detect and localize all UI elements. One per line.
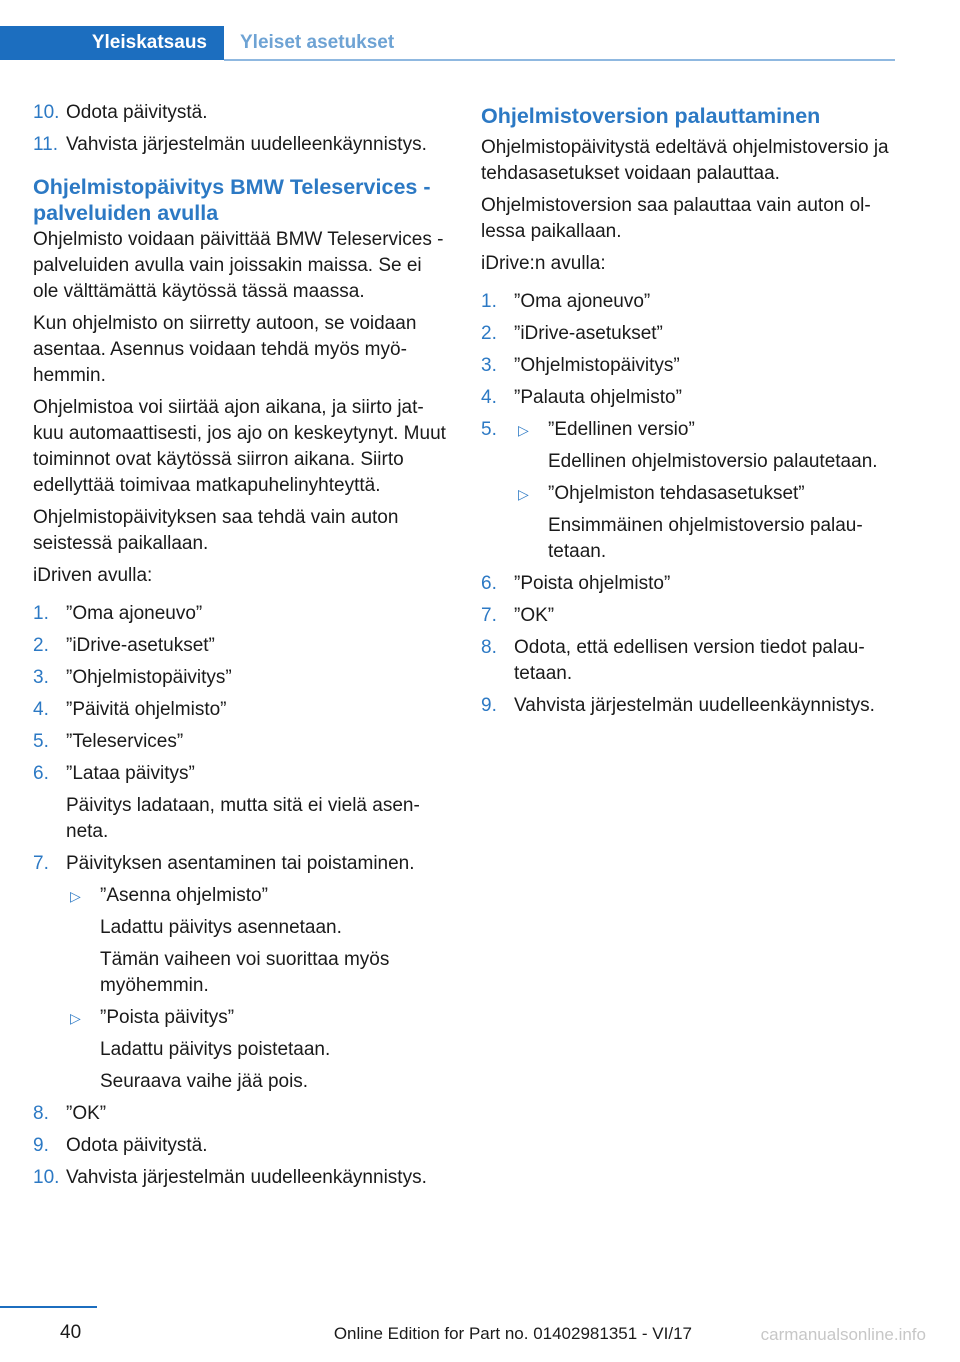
step-text: Odota, että edellisen version tiedot palautetaan. xyxy=(514,637,865,684)
step-number: 5. xyxy=(33,731,49,752)
step-number: 7. xyxy=(481,605,497,626)
step-number: 3. xyxy=(481,355,497,376)
step-text: ”Teleservices” xyxy=(66,731,184,752)
edition-info: Online Edition for Part no. 01402981351 - VI/17 xyxy=(333,1324,692,1343)
step-number: 1. xyxy=(481,291,497,312)
paragraph: Ohjelmistopäivityksen saa tehdä vain auton seistessä paikallaan. xyxy=(33,507,399,554)
step-text: ”OK” xyxy=(66,1103,107,1124)
step-number: 9. xyxy=(481,695,497,716)
paragraph: iDrive:n avulla: xyxy=(481,253,606,274)
sub-item-note: Edellinen ohjelmistoversio palautetaan. xyxy=(548,451,878,472)
step-text: ”Poista ohjelmisto” xyxy=(514,573,671,594)
step-text: ”iDrive-asetukset” xyxy=(66,635,215,656)
list-item xyxy=(481,289,901,315)
right-column xyxy=(481,103,901,725)
list-item xyxy=(33,665,448,691)
step-text: ”Oma ajoneuvo” xyxy=(514,291,651,312)
sub-item-note: Ladattu päivitys poistetaan. xyxy=(100,1039,331,1060)
list-item xyxy=(481,353,901,379)
list-item xyxy=(33,601,448,627)
step-number: 4. xyxy=(481,387,497,408)
list-item xyxy=(33,729,448,755)
restore-steps xyxy=(481,289,901,719)
step-text: Päivityksen asentaminen tai poistaminen. xyxy=(66,853,415,874)
step-text: Odota päivitystä. xyxy=(66,1135,208,1156)
list-item xyxy=(33,697,448,723)
list-item xyxy=(33,1165,448,1191)
list-item xyxy=(481,417,901,565)
footer-rule xyxy=(0,1306,97,1308)
step-number: 5. xyxy=(481,419,497,440)
sub-item xyxy=(514,481,901,565)
step-text: Vahvista järjestelmän uudelleenkäynnistys. xyxy=(514,695,875,716)
step-text: Odota päivitystä. xyxy=(66,102,208,123)
step-note: Päivitys ladataan, mutta sitä ei vielä asenneta. xyxy=(66,795,420,842)
sub-item-text: ”Asenna ohjelmisto” xyxy=(100,885,268,906)
header-rule xyxy=(224,59,895,61)
step-number: 3. xyxy=(33,667,49,688)
step-text: ”Oma ajoneuvo” xyxy=(66,603,203,624)
triangle-bullet-icon: ▷ xyxy=(70,888,81,904)
paragraph: Ohjelmistoversion saa palauttaa vain auton ollessa paikallaan. xyxy=(481,195,871,242)
step-number: 2. xyxy=(33,635,49,656)
list-item xyxy=(33,132,448,158)
sub-item-note: Ladattu päivitys asennetaan. xyxy=(100,917,342,938)
paragraph: Ohjelmisto voidaan päivittää BMW Teleservices -palveluiden avulla vain joissakin maissa. Se ei ole välttämättä käytössä tässä maassa. xyxy=(33,229,444,302)
sub-item xyxy=(66,883,448,999)
step-number: 10. xyxy=(33,1167,60,1188)
step-text: ”OK” xyxy=(514,605,555,626)
continued-steps xyxy=(33,100,448,158)
watermark-logo: carmanualsonline.info xyxy=(760,1325,926,1344)
section-heading-restore: Ohjelmistoversion palauttaminen xyxy=(481,104,821,128)
section-heading-teleservices: Ohjelmistopäivitys BMW Teleservices -palveluiden avulla xyxy=(33,175,431,225)
sub-item-note: Seuraava vaihe jää pois. xyxy=(100,1071,309,1092)
step-number: 9. xyxy=(33,1135,49,1156)
step-text: Vahvista järjestelmän uudelleenkäynnistys. xyxy=(66,134,427,155)
paragraph: iDriven avulla: xyxy=(33,565,153,586)
list-item xyxy=(33,761,448,845)
step-number: 11. xyxy=(33,134,59,155)
step-number: 6. xyxy=(481,573,497,594)
list-item xyxy=(481,603,901,629)
teleservices-steps xyxy=(33,601,448,1191)
tab-general-settings[interactable]: Yleiset asetukset xyxy=(240,32,395,53)
sub-item-text: ”Edellinen versio” xyxy=(548,419,695,440)
tab-overview[interactable]: Yleiskatsaus xyxy=(0,26,224,60)
step-number: 8. xyxy=(481,637,497,658)
list-item xyxy=(33,633,448,659)
triangle-bullet-icon: ▷ xyxy=(518,486,529,502)
step-text: Vahvista järjestelmän uudelleenkäynnistys. xyxy=(66,1167,427,1188)
paragraph: Kun ohjelmisto on siirretty autoon, se voidaan asentaa. Asennus voidaan tehdä myös myöhemmin. xyxy=(33,313,417,386)
triangle-bullet-icon: ▷ xyxy=(70,1010,81,1026)
step-number: 6. xyxy=(33,763,49,784)
list-item xyxy=(33,100,448,126)
list-item xyxy=(481,571,901,597)
sub-options xyxy=(66,883,448,1095)
paragraph: Ohjelmistoa voi siirtää ajon aikana, ja siirto jatkuu automaattisesti, jos ajo on keskeytynyt. Muut toiminnot ovat käytössä siirron aikana. Siirto edellyttää toimivaa matkapuhelinyhteyttä. xyxy=(33,397,446,496)
sub-item-text: ”Ohjelmiston tehdasasetukset” xyxy=(548,483,805,504)
list-item xyxy=(33,851,448,1095)
list-item xyxy=(33,1101,448,1127)
list-item xyxy=(481,635,901,687)
left-column xyxy=(33,100,448,1197)
step-number: 10. xyxy=(33,102,60,123)
list-item xyxy=(481,693,901,719)
step-number: 4. xyxy=(33,699,49,720)
step-text: ”Ohjelmistopäivitys” xyxy=(514,355,680,376)
sub-item-note: Tämän vaiheen voi suorittaa myös myöhemmin. xyxy=(100,949,390,996)
list-item xyxy=(33,1133,448,1159)
sub-options xyxy=(514,417,901,565)
list-item xyxy=(481,321,901,347)
sub-item-note: Ensimmäinen ohjelmistoversio palautetaan. xyxy=(548,515,863,562)
list-item xyxy=(481,385,901,411)
step-number: 2. xyxy=(481,323,497,344)
sub-item-text: ”Poista päivitys” xyxy=(100,1007,235,1028)
step-text: ”Lataa päivitys” xyxy=(66,763,195,784)
step-text: ”iDrive-asetukset” xyxy=(514,323,663,344)
triangle-bullet-icon: ▷ xyxy=(518,422,529,438)
page-number: 40 xyxy=(60,1322,82,1343)
paragraph: Ohjelmistopäivitystä edeltävä ohjelmistoversio ja tehdasasetukset voidaan palauttaa. xyxy=(481,137,889,184)
page-header xyxy=(0,26,895,62)
step-number: 7. xyxy=(33,853,49,874)
step-text: ”Päivitä ohjelmisto” xyxy=(66,699,227,720)
step-number: 1. xyxy=(33,603,49,624)
sub-item xyxy=(66,1005,448,1095)
sub-item xyxy=(514,417,901,475)
step-text: ”Ohjelmistopäivitys” xyxy=(66,667,232,688)
step-text: ”Palauta ohjelmisto” xyxy=(514,387,682,408)
step-number: 8. xyxy=(33,1103,49,1124)
